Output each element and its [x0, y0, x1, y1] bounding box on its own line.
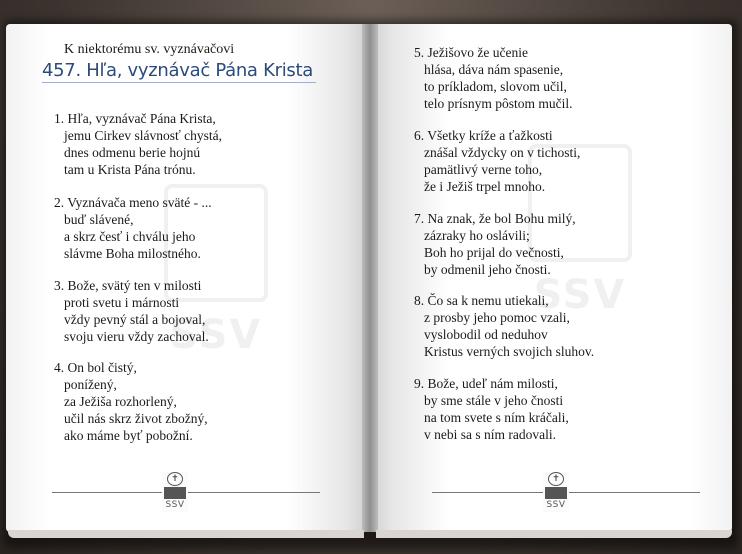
stanza-line: 6. Všetky kríže a ťažkosti	[414, 128, 553, 143]
stanza-6	[414, 127, 580, 195]
stanza-line: zázraky ho oslávili;	[424, 228, 530, 243]
stanza-line: to príkladom, slovom učil,	[424, 79, 567, 94]
stanza-line: by odmenil jeho čnosti.	[424, 262, 551, 277]
stanza-line: dnes odmenu berie hojnú	[64, 145, 201, 160]
song-subtitle: K niektorému sv. vyznávačovi	[64, 42, 235, 57]
stanza-line: tam u Krista Pána trónu.	[64, 162, 196, 177]
stanza-line: z prosby jeho pomoc vzali,	[424, 310, 570, 325]
stanza-line: buď slávené,	[64, 212, 134, 227]
stanza-1	[54, 110, 222, 178]
logo-text: SSV	[165, 500, 185, 510]
stanza-2	[54, 194, 212, 262]
ssv-logo-icon: ✝ SSV	[543, 472, 569, 512]
stanza-line: učil nás skrz život zbožný,	[64, 411, 208, 426]
stanza-line: pamätlivý verne toho,	[424, 162, 543, 177]
stanza-line: v nebi sa s ním radovali.	[424, 427, 556, 442]
stanza-line: 3. Bože, svätý ten v milosti	[54, 278, 202, 293]
stanza-line: 1. Hľa, vyznávač Pána Krista,	[54, 111, 216, 126]
stanza-line: a skrz česť i chválu jeho	[64, 229, 196, 244]
stanza-3	[54, 277, 209, 345]
stanza-line: 2. Vyznávača meno sväté - ...	[54, 195, 212, 210]
stanza-line: že i Ježiš trpel mnoho.	[424, 179, 546, 194]
stanza-line: vyslobodil od neduhov	[424, 327, 548, 342]
watermark-icon: SSV	[156, 184, 276, 384]
stanza-line: ako máme byť pobožní.	[64, 428, 193, 443]
stanza-line: hlása, dáva nám spasenie,	[424, 62, 564, 77]
stanza-8	[414, 292, 594, 360]
stanza-line: svoju vieru vždy zachoval.	[64, 329, 209, 344]
stanza-line: telo prísnym pôstom mučil.	[424, 96, 573, 111]
logo-text: SSV	[546, 500, 566, 510]
watermark-icon: SSV	[520, 144, 640, 344]
stanza-line: Kristus verných svojich sluhov.	[424, 344, 595, 359]
book-spine	[362, 24, 378, 532]
stanza-line: na tom svete s ním kráčali,	[424, 410, 569, 425]
stanza-line: 5. Ježišovo že učenie	[414, 45, 528, 60]
stanza-line: jemu Cirkev slávnosť chystá,	[64, 128, 222, 143]
stanza-line: 7. Na znak, že bol Bohu milý,	[414, 211, 576, 226]
stanza-line: slávme Boha milostného.	[64, 246, 201, 261]
stanza-line: proti svetu i márnosti	[64, 295, 180, 310]
stanza-line: vždy pevný stál a bojoval,	[64, 312, 206, 327]
stanza-4	[54, 359, 208, 444]
stanza-line: znášal vždycky on v tichosti,	[424, 145, 581, 160]
stanza-5	[414, 44, 573, 112]
stanza-line: by sme stále v jeho čnosti	[424, 393, 564, 408]
title-divider	[42, 82, 316, 83]
song-title: 457. Hľa, vyznávač Pána Krista	[42, 60, 313, 81]
stanza-line: 9. Bože, udeľ nám milosti,	[414, 376, 558, 391]
stanza-line: ponížený,	[64, 377, 117, 392]
page-edges-left	[8, 530, 364, 538]
ssv-logo-icon: ✝ SSV	[162, 472, 188, 512]
stanza-7	[414, 210, 576, 278]
stanza-9	[414, 375, 569, 443]
page-edges-right	[376, 530, 732, 538]
stanza-line: Boh ho prijal do večnosti,	[424, 245, 564, 260]
stanza-line: 4. On bol čistý,	[54, 360, 137, 375]
stanza-line: 8. Čo sa k nemu utiekali,	[414, 293, 549, 308]
stanza-line: za Ježiša rozhorlený,	[64, 394, 177, 409]
